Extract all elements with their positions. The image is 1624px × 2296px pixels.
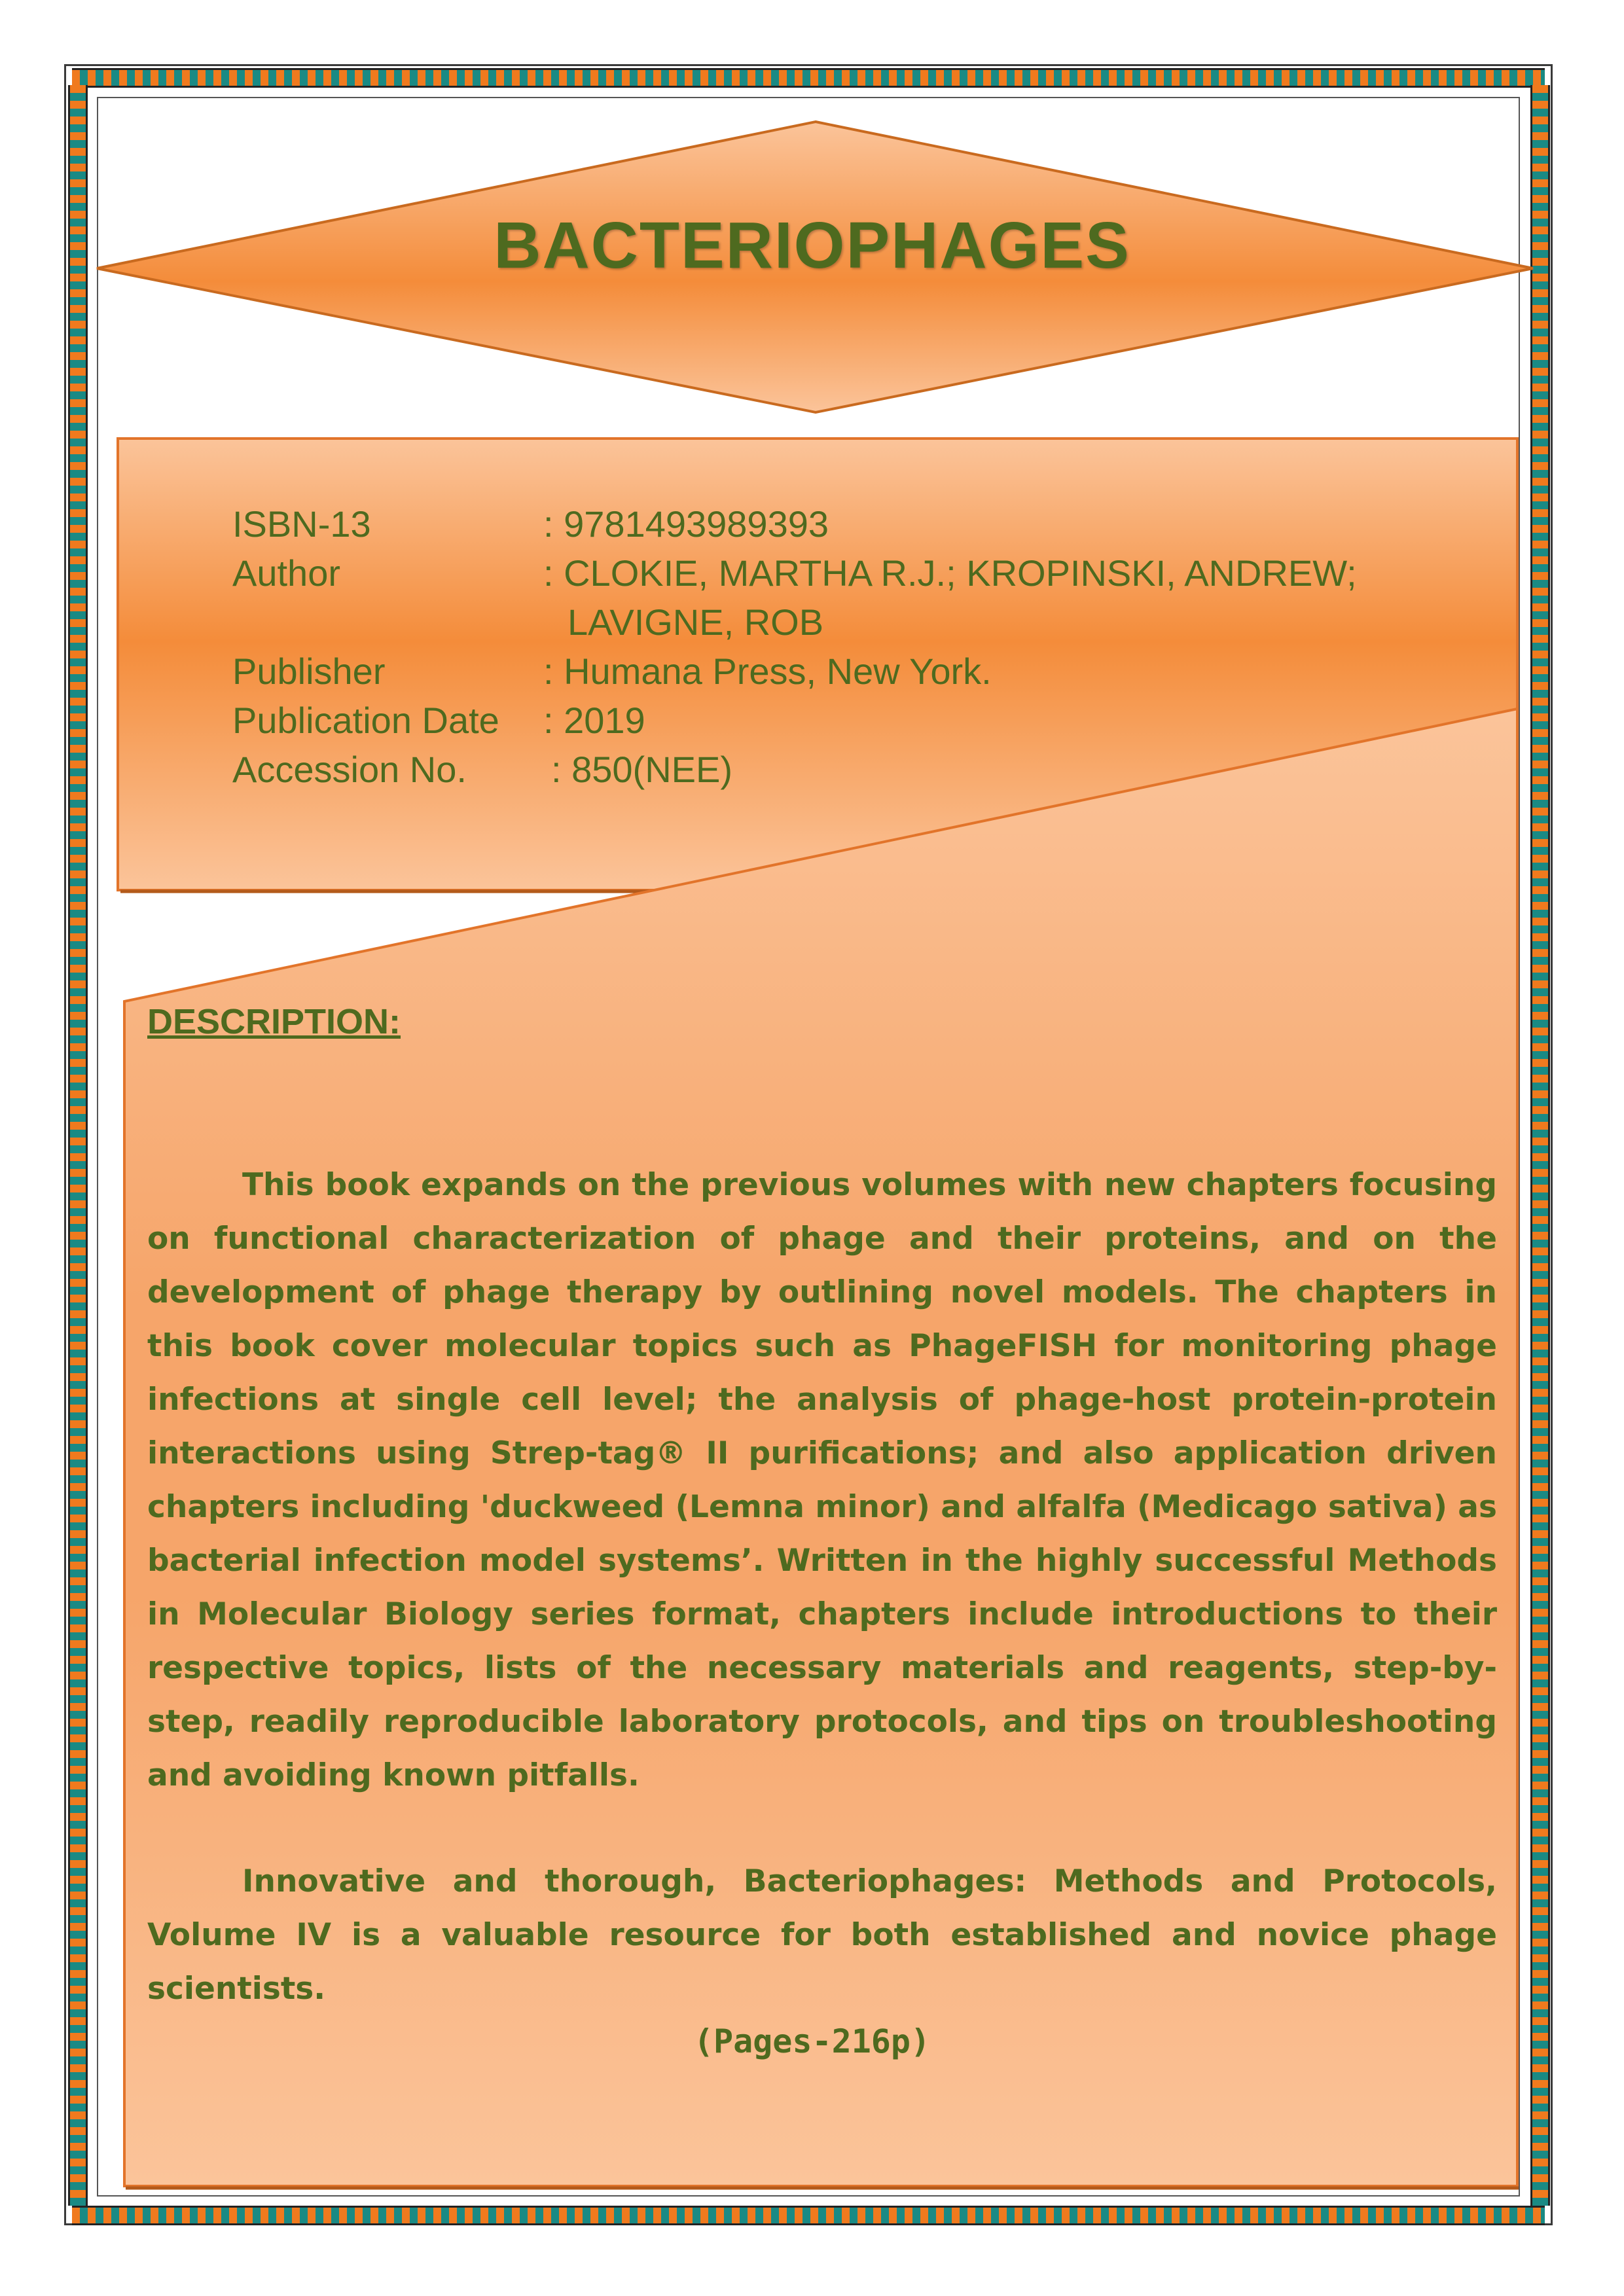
publication-date-value: : 2019 (543, 700, 645, 741)
description-heading: DESCRIPTION: (147, 1002, 401, 1041)
page-count: (Pages-216p) (693, 2022, 931, 2060)
publication-date-label: Publication Date (232, 700, 499, 741)
accession-label: Accession No. (232, 749, 467, 790)
isbn-value: : 9781493989393 (543, 503, 829, 545)
description-paragraph-2: Innovative and thorough, Bacteriophages: Methods and Protocols, Volume IV is a valuable resource for both established and novice phage scientists. (147, 1863, 1497, 2007)
isbn-label: ISBN-13 (232, 503, 371, 545)
publisher-value: : Humana Press, New York. (543, 651, 992, 692)
publisher-label: Publisher (232, 651, 386, 692)
author-label: Author (232, 552, 340, 594)
accession-value: : 850(NEE) (551, 749, 732, 790)
author-value-cont: LAVIGNE, ROB (568, 601, 824, 643)
author-value: : CLOKIE, MARTHA R.J.; KROPINSKI, ANDREW; (543, 552, 1357, 594)
book-title: BACTERIOPHAGES (494, 209, 1130, 282)
description-body (147, 1158, 1497, 2068)
description-paragraph-1: This book expands on the previous volumes with new chapters focusing on functional characterization of phage and their proteins, and on the development of phage therapy by outlining novel models. The chapters in this book cover molecular topics such as PhageFISH for monitoring phage infections at single cell level; the analysis of phage-host protein-protein interactions using Strep-tag® II purifications; and also application driven chapters including 'duckweed (Lemna minor) and alfalfa (Medicago sativa) as bacterial infection model systems’. Written in the highly successful Methods in Molecular Biology series format, chapters include introductions to their respective topics, lists of the necessary materials and reagents, step-by-step, readily reproducible laboratory protocols, and tips on troubleshooting and avoiding known pitfalls. (147, 1167, 1497, 1793)
